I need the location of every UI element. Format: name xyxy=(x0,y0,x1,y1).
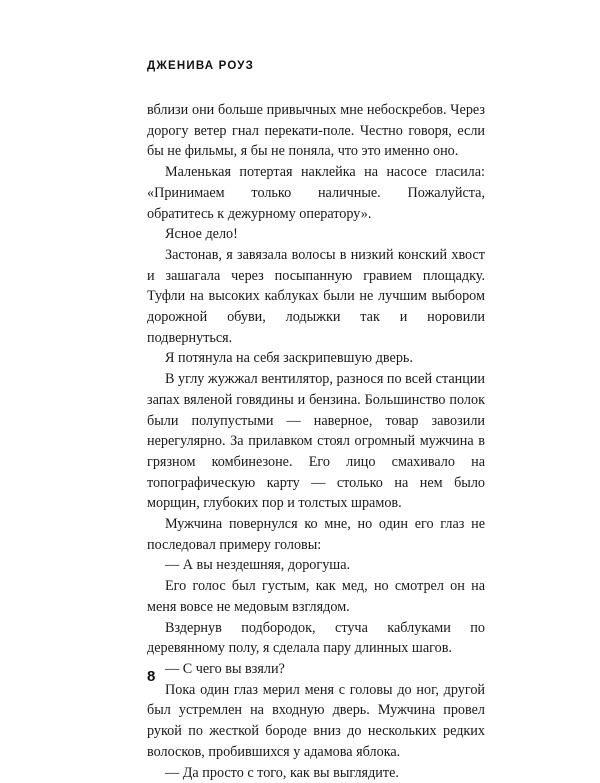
paragraph: Я потянула на себя заскрипевшую дверь. xyxy=(147,348,485,369)
paragraph: Застонав, я завязала волосы в низкий конский хвост и зашагала через посыпанную гравием площадку. Туфли на высоких каблуках были не лучшим выбором дорожной обуви, лодыжки так и норовили подвернуться. xyxy=(147,245,485,349)
body-text xyxy=(147,100,485,783)
paragraph: Маленькая потертая наклейка на насосе гласила: «Принимаем только наличные. Пожалуйста, обратитесь к дежурному оператору». xyxy=(147,162,485,224)
dialogue-line: — А вы нездешняя, дорогуша. xyxy=(147,555,485,576)
paragraph: Мужчина повернулся ко мне, но один его глаз не последовал примеру головы: xyxy=(147,514,485,555)
page-number: 8 xyxy=(147,668,155,685)
paragraph: вблизи они больше привычных мне небоскребов. Через дорогу ветер гнал перекати-поле. Честно говоря, если бы не фильмы, я бы не поняла, что это именно оно. xyxy=(147,100,485,162)
running-head: ДЖЕНИВА РОУЗ xyxy=(147,60,254,72)
dialogue-line: — Да просто с того, как вы выглядите. xyxy=(147,763,485,783)
paragraph: В углу жужжал вентилятор, разнося по всей станции запах вяленой говядины и бензина. Большинство полок были полупустыми — наверное, товар завозили нерегулярно. За прилавком стоял огромный мужчина в грязном комбинезоне. Его лицо смахивало на топографическую карту — столько на нем было морщин, глубоких пор и толстых шрамов. xyxy=(147,369,485,514)
paragraph: Пока один глаз мерил меня с головы до ног, другой был устремлен на входную дверь. Мужчина провел рукой по жесткой бороде вниз до нескольких редких волосков, пробившихся у адамова яблока. xyxy=(147,680,485,763)
paragraph: Его голос был густым, как мед, но смотрел он на меня вовсе не медовым взглядом. xyxy=(147,576,485,617)
paragraph: Вздернув подбородок, стуча каблуками по деревянному полу, я сделала пару длинных шагов. xyxy=(147,618,485,659)
paragraph: Ясное дело! xyxy=(147,224,485,245)
dialogue-line: — С чего вы взяли? xyxy=(147,659,485,680)
